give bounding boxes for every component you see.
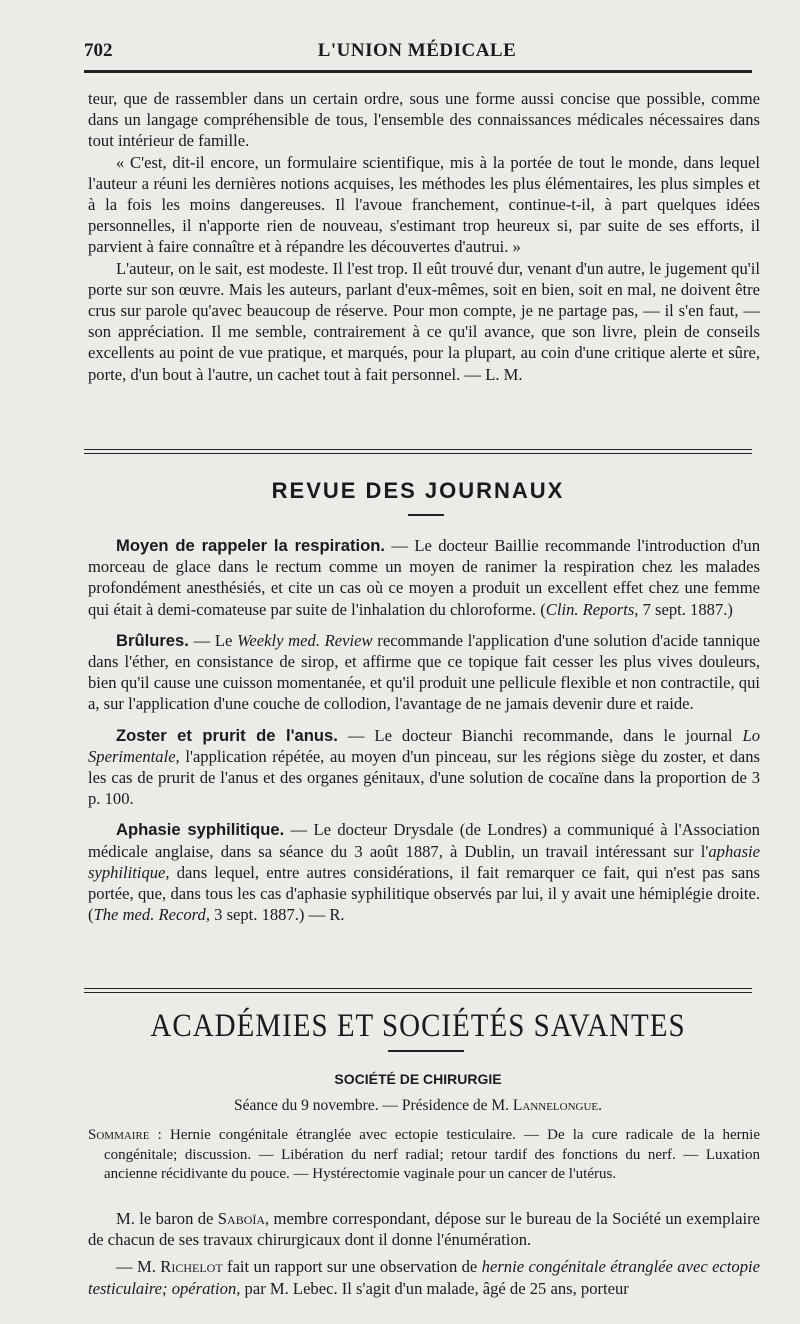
- revue-item-respiration: [88, 535, 760, 620]
- revue-title: REVUE DES JOURNAUX: [271, 478, 565, 503]
- academies-title: ACADÉMIES ET SOCIÉTÉS SAVANTES: [150, 1008, 686, 1044]
- sommaire-text: Hernie congénitale étranglée avec ectopie testiculaire. — De la cure radicale de la hernie congénitale; discussion. — Libération du nerf radial; retour tardif des fonctions du nerf. — Luxation ancienne récidivante du pouce. — Hystérectomie vaginale pour un cancer de l'utérus.: [104, 1127, 760, 1182]
- sommaire: [88, 1126, 760, 1185]
- member-name: Richelot: [160, 1257, 223, 1277]
- item-source: Clin. Reports,: [545, 599, 639, 619]
- item-source: aphasie syphilitique,: [88, 841, 760, 882]
- title-ornament-rule: [388, 1050, 464, 1052]
- minutes-text: M. le baron de: [116, 1209, 218, 1228]
- item-source: The med. Record,: [93, 905, 210, 925]
- running-title: L'UNION MÉDICALE: [317, 40, 517, 61]
- item-text: l'application répétée, au moyen d'un pinceau, sur les régions siège du zoster, et dans les cas de prurit de l'anus et des organes génitaux, d'une solution de cocaïne dans la proportion de 3 p. 100.: [88, 746, 760, 809]
- page-header: [84, 34, 750, 64]
- item-heading: Zoster et prurit de l'anus.: [116, 725, 338, 745]
- page-number: 702: [84, 40, 113, 61]
- revue-item-brulures: [88, 630, 760, 715]
- society-minutes: [88, 1208, 760, 1305]
- seance-president: Lannelongue.: [512, 1097, 603, 1114]
- title-ornament-rule: [408, 514, 444, 516]
- intro-paragraph-2: « C'est, dit-il encore, un formulaire scientifique, mis à la portée de tout le monde, dans lequel l'auteur a réuni les dernières notions acquises, les méthodes les plus élémentaires, les plus simples et à la fois les moins dangereuses. Il l'avoue franchement, continue-t-il, à part quelques idées personnelles, il n'apporte rien de nouveau, s'estimant trop heureux si, par suite de ses efforts, il parvient à faire connaître et à répandre les découvertes d'autrui. »: [88, 152, 760, 257]
- header-rule: [84, 70, 752, 73]
- item-text: — Le: [188, 630, 238, 650]
- report-title: hernie congénitale étranglée avec ectopie testiculaire; opération,: [88, 1257, 760, 1298]
- item-text: 3 sept. 1887.) — R.: [209, 905, 345, 925]
- minutes-text: fait un rapport sur une observation de: [222, 1257, 482, 1277]
- section-divider-bottom: [84, 453, 752, 454]
- item-source: Lo Sperimentale,: [88, 725, 760, 766]
- seance-line: [84, 1097, 752, 1115]
- item-text: — Le docteur Bianchi recommande, dans le journal: [337, 725, 743, 745]
- intro-paragraph-1: teur, que de rassembler dans un certain ordre, sous une forme aussi concise que possible, comme dans un langage compréhensible de tous, l'ensemble des connaissances médicales nécessaires dans tout intérieur de famille.: [88, 89, 760, 151]
- item-text: dans lequel, entre autres considérations, il fait remarquer ce fait, qui n'est pas sans portée, que, dans tous les cas d'aphasie syphilitique observés par lui, il y avait une hémiplégie droite. (: [88, 862, 760, 925]
- intro-text: [88, 88, 760, 385]
- item-text: — Le docteur Drysdale (de Londres) a communiqué à l'Association médicale anglaise, dans sa séance du 3 août 1887, à Dublin, un travail intéressant sur l': [88, 820, 760, 861]
- item-heading: Moyen de rappeler la respiration.: [116, 536, 385, 555]
- minutes-text: — M.: [116, 1257, 161, 1277]
- revue-items: [88, 535, 760, 935]
- item-heading: Brûlures.: [116, 630, 189, 650]
- seance-text: Séance du 9 novembre. — Présidence de M.: [233, 1097, 513, 1114]
- item-text: — Le docteur Baillie recommande l'introduction d'un morceau de glace dans le rectum comme un moyen de ranimer la respiration chez les malades profondément anesthésiés, et cite un cas où ce moyen a produit un excellent effet chez une femme qui était à demi-comateuse par suite de l'inhalation du chloroforme. (: [88, 536, 760, 619]
- intro-paragraph-3: L'auteur, on le sait, est modeste. Il l'est trop. Il eût trouvé dur, venant d'un autre, le jugement qu'il porte sur son œuvre. Mais les auteurs, parlant d'eux-mêmes, soit en bien, soit en mal, ne doivent être crus sur parole qu'avec beaucoup de réserve. Pour mon compte, je ne partage pas, — il s'en faut, — son appréciation. Il me semble, contrairement à ce qu'il avance, que son livre, plein de conseils excellents au point de vue pratique, et marqués, pour la plupart, au coin d'une critique alerte et sûre, porte, d'un bout à l'autre, un cachet tout à fait personnel. — L. M.: [88, 258, 760, 384]
- section-divider-bottom: [84, 992, 752, 993]
- minutes-text: par M. Lebec. Il s'agit d'un malade, âgé de 25 ans, porteur: [240, 1278, 629, 1298]
- section-divider-top: [84, 449, 752, 450]
- minutes-paragraph-2: [88, 1256, 760, 1298]
- item-text: 7 sept. 1887.): [638, 599, 733, 619]
- section-divider-top: [84, 988, 752, 989]
- item-source: Weekly med. Review: [237, 630, 373, 650]
- revue-item-aphasie: [88, 819, 760, 925]
- member-name: Saboïa: [217, 1209, 266, 1228]
- item-text: recommande l'application d'une solution d'acide tannique dans l'éther, en consistance de sirop, et affirme que ce topique fait cesser les plus vives douleurs, bien qu'il cause une cuisson momentanée, et qu'il produit une pellicule flexible et non contractile, qui a, sur l'application d'une couche de collodion, l'avantage de ne jamais devenir dure et raide.: [88, 630, 761, 714]
- item-heading: Aphasie syphilitique.: [116, 820, 285, 840]
- minutes-paragraph-1: [88, 1208, 760, 1250]
- minutes-text: , membre correspondant, dépose sur le bureau de la Société un exemplaire de chacun de ses travaux chirurgicaux dont il donne l'énumération.: [88, 1209, 760, 1250]
- society-name: SOCIÉTÉ DE CHIRURGIE: [334, 1071, 502, 1087]
- sommaire-label: Sommaire :: [88, 1127, 162, 1143]
- revue-item-zoster: [88, 725, 760, 810]
